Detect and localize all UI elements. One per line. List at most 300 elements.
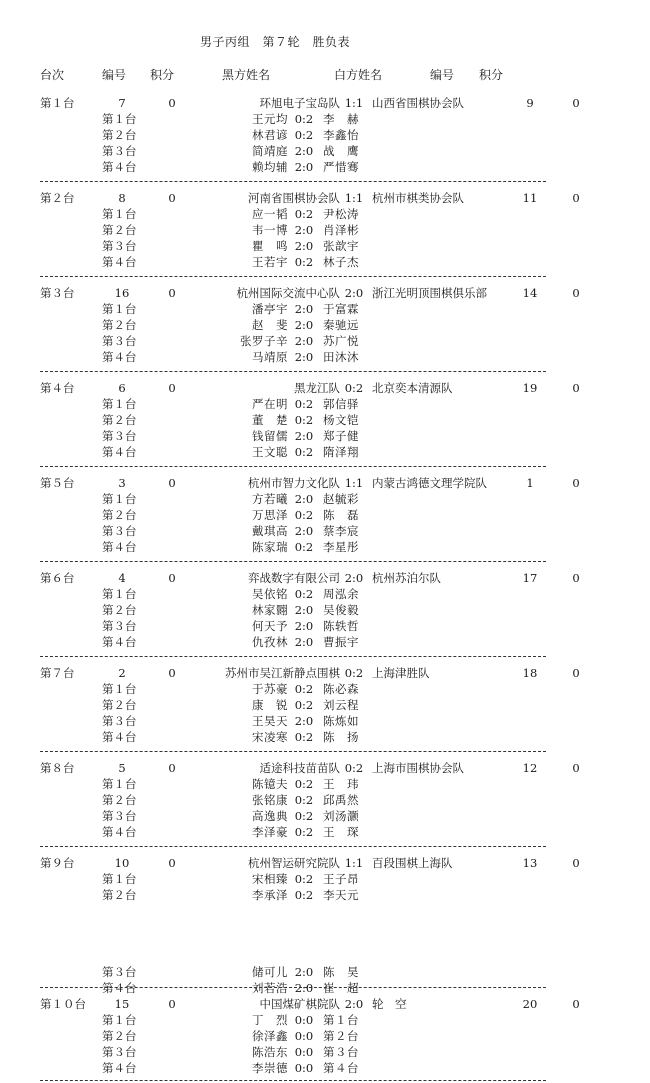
board-label: 第３台 xyxy=(40,286,75,300)
sub-board-label: 第３台 xyxy=(102,334,137,348)
game-result: 0:0 xyxy=(294,1045,314,1059)
white-team-name: 杭州市棋类协会队 xyxy=(372,191,464,205)
black-team-number: 16 xyxy=(114,286,130,300)
game-result: 0:2 xyxy=(294,207,314,221)
white-team-number: 14 xyxy=(522,286,538,300)
game-row xyxy=(0,1028,650,1044)
game-result: 2:0 xyxy=(294,492,314,506)
game-result: 2:0 xyxy=(294,334,314,348)
black-team-score: 0 xyxy=(168,191,176,205)
black-player-name: 林家翾 xyxy=(252,603,288,617)
black-player-name: 瞿 鸣 xyxy=(252,239,288,253)
separator-line xyxy=(40,987,546,988)
white-player-name: 苏广悦 xyxy=(323,334,359,348)
black-player-name: 赵 斐 xyxy=(252,318,288,332)
header-score: 积分 xyxy=(150,68,175,82)
black-team-name: 环旭电子宝岛队 xyxy=(259,96,340,110)
sub-board-label: 第１台 xyxy=(102,682,137,696)
white-player-name: 隋泽翔 xyxy=(323,445,359,459)
game-row xyxy=(0,1044,650,1060)
game-row xyxy=(0,539,650,555)
sub-board-label: 第４台 xyxy=(102,255,137,269)
black-team-number: 6 xyxy=(118,381,126,395)
sub-board-label: 第２台 xyxy=(102,888,137,902)
white-player-name: 陈 磊 xyxy=(323,508,359,522)
game-result: 0:2 xyxy=(294,872,314,886)
game-result: 0:2 xyxy=(294,730,314,744)
black-team-name: 杭州国际交流中心队 xyxy=(236,286,340,300)
board-label: 第９台 xyxy=(40,856,75,870)
sub-board-label: 第４台 xyxy=(102,730,137,744)
sub-board-label: 第１台 xyxy=(102,587,137,601)
white-team-score: 0 xyxy=(572,856,580,870)
sub-board-label: 第４台 xyxy=(102,981,137,995)
black-team-number: 15 xyxy=(114,997,130,1011)
board-label: 第８台 xyxy=(40,761,75,775)
game-result: 0:2 xyxy=(294,413,314,427)
black-player-name: 于苏豪 xyxy=(252,682,288,696)
sub-board-label: 第２台 xyxy=(102,508,137,522)
board-label: 第５台 xyxy=(40,476,75,490)
board-label: 第２台 xyxy=(40,191,75,205)
game-result: 0:2 xyxy=(294,397,314,411)
sub-board-label: 第３台 xyxy=(102,429,137,443)
game-result: 2:0 xyxy=(294,635,314,649)
game-result: 0:2 xyxy=(294,682,314,696)
black-player-name: 陈镱夫 xyxy=(252,777,288,791)
game-result: 0:2 xyxy=(294,255,314,269)
game-row xyxy=(0,428,650,444)
white-player-name: 林子杰 xyxy=(323,255,359,269)
black-team-score: 0 xyxy=(168,997,176,1011)
white-team-name: 山西省围棋协会队 xyxy=(372,96,464,110)
game-result: 0:0 xyxy=(294,1061,314,1075)
sub-board-label: 第４台 xyxy=(102,825,137,839)
game-row xyxy=(0,301,650,317)
black-player-name: 张铭康 xyxy=(252,793,288,807)
game-result: 0:2 xyxy=(294,825,314,839)
game-row xyxy=(0,507,650,523)
sub-board-label: 第４台 xyxy=(102,635,137,649)
team-match-result: 0:2 xyxy=(344,381,364,395)
white-player-name: 陈炼如 xyxy=(323,714,359,728)
separator-line xyxy=(40,371,546,372)
black-player-name: 储可儿 xyxy=(252,965,288,979)
sub-board-label: 第３台 xyxy=(102,714,137,728)
game-row xyxy=(0,1012,650,1028)
game-row xyxy=(0,444,650,460)
team-match-row xyxy=(0,190,650,206)
game-result: 2:0 xyxy=(294,429,314,443)
black-team-name: 苏州市吴江新静点围棋 xyxy=(225,666,340,680)
white-team-name: 轮 空 xyxy=(372,997,407,1011)
header-board: 台次 xyxy=(40,68,65,82)
black-team-score: 0 xyxy=(168,286,176,300)
white-player-name: 严惜骞 xyxy=(323,160,359,174)
game-row xyxy=(0,634,650,650)
white-player-name: 蔡李宸 xyxy=(323,524,359,538)
game-row xyxy=(0,697,650,713)
white-team-score: 0 xyxy=(572,381,580,395)
black-player-name: 林君谚 xyxy=(252,128,288,142)
white-team-number: 20 xyxy=(522,997,538,1011)
black-player-name: 陈浩东 xyxy=(252,1045,288,1059)
black-player-name: 宋凌寒 xyxy=(252,730,288,744)
game-row xyxy=(0,792,650,808)
white-player-name: 陈 昊 xyxy=(323,965,359,979)
black-player-name: 钱留儒 xyxy=(252,429,288,443)
game-result: 2:0 xyxy=(294,714,314,728)
team-match-result: 2:0 xyxy=(344,997,364,1011)
black-player-name: 何天予 xyxy=(252,619,288,633)
black-player-name: 简靖庭 xyxy=(252,144,288,158)
game-result: 0:2 xyxy=(294,809,314,823)
team-match-result: 0:2 xyxy=(344,666,364,680)
black-team-score: 0 xyxy=(168,381,176,395)
black-team-score: 0 xyxy=(168,666,176,680)
sub-board-label: 第４台 xyxy=(102,1061,137,1075)
header-white-number: 编号 xyxy=(430,68,455,82)
black-player-name: 应一韬 xyxy=(252,207,288,221)
separator-line xyxy=(40,181,546,182)
black-player-name: 王文聪 xyxy=(252,445,288,459)
white-team-number: 19 xyxy=(522,381,538,395)
team-match-result: 1:1 xyxy=(344,191,364,205)
white-team-score: 0 xyxy=(572,191,580,205)
white-team-score: 0 xyxy=(572,666,580,680)
game-row xyxy=(0,491,650,507)
white-player-name: 张歆宇 xyxy=(323,239,359,253)
game-result: 2:0 xyxy=(294,981,314,995)
game-row xyxy=(0,396,650,412)
game-result: 2:0 xyxy=(294,603,314,617)
team-match-row xyxy=(0,95,650,111)
white-player-name: 第１台 xyxy=(323,1013,359,1027)
black-player-name: 李承泽 xyxy=(252,888,288,902)
white-team-name: 北京奕本清源队 xyxy=(372,381,453,395)
separator-line xyxy=(40,751,546,752)
black-player-name: 丁 烈 xyxy=(252,1013,288,1027)
black-player-name: 王元均 xyxy=(252,112,288,126)
black-player-name: 康 锐 xyxy=(252,698,288,712)
sub-board-label: 第３台 xyxy=(102,144,137,158)
game-row xyxy=(0,887,650,903)
game-row xyxy=(0,681,650,697)
game-row xyxy=(0,808,650,824)
team-match-row xyxy=(0,665,650,681)
sub-board-label: 第２台 xyxy=(102,318,137,332)
separator-line xyxy=(40,846,546,847)
black-team-name: 适途科技苗苗队 xyxy=(259,761,340,775)
white-player-name: 陈 扬 xyxy=(323,730,359,744)
black-team-score: 0 xyxy=(168,476,176,490)
sub-board-label: 第４台 xyxy=(102,540,137,554)
black-player-name: 高逸典 xyxy=(252,809,288,823)
white-player-name: 尹松涛 xyxy=(323,207,359,221)
game-row xyxy=(0,1060,650,1076)
black-team-name: 河南省围棋协会队 xyxy=(248,191,340,205)
white-team-name: 浙江光明顶围棋俱乐部 xyxy=(372,286,487,300)
game-result: 2:0 xyxy=(294,318,314,332)
sub-board-label: 第１台 xyxy=(102,872,137,886)
game-result: 0:0 xyxy=(294,1013,314,1027)
white-player-name: 李星彤 xyxy=(323,540,359,554)
board-label: 第４台 xyxy=(40,381,75,395)
game-result: 2:0 xyxy=(294,144,314,158)
game-result: 0:2 xyxy=(294,698,314,712)
game-result: 0:2 xyxy=(294,777,314,791)
game-result: 0:2 xyxy=(294,508,314,522)
white-player-name: 郑子健 xyxy=(323,429,359,443)
sub-board-label: 第２台 xyxy=(102,698,137,712)
black-player-name: 刘若浩 xyxy=(252,981,288,995)
sub-board-label: 第３台 xyxy=(102,239,137,253)
white-team-name: 杭州苏泊尔队 xyxy=(372,571,441,585)
sub-board-label: 第３台 xyxy=(102,809,137,823)
game-row xyxy=(0,602,650,618)
game-row xyxy=(0,824,650,840)
game-row xyxy=(0,143,650,159)
game-row xyxy=(0,964,650,980)
team-match-row xyxy=(0,760,650,776)
white-player-name: 田沐沐 xyxy=(323,350,359,364)
white-player-name: 周泓余 xyxy=(323,587,359,601)
white-team-score: 0 xyxy=(572,571,580,585)
separator-line xyxy=(40,276,546,277)
white-team-number: 18 xyxy=(522,666,538,680)
black-team-name: 杭州智运研究院队 xyxy=(248,856,340,870)
black-team-number: 3 xyxy=(118,476,126,490)
white-player-name: 杨文铠 xyxy=(323,413,359,427)
game-result: 0:2 xyxy=(294,793,314,807)
team-match-result: 1:1 xyxy=(344,476,364,490)
white-team-score: 0 xyxy=(572,96,580,110)
separator-line xyxy=(40,466,546,467)
white-team-number: 9 xyxy=(526,96,534,110)
white-player-name: 第３台 xyxy=(323,1045,359,1059)
team-match-row xyxy=(0,285,650,301)
white-team-number: 17 xyxy=(522,571,538,585)
game-result: 2:0 xyxy=(294,223,314,237)
board-label: 第１台 xyxy=(40,96,75,110)
game-result: 2:0 xyxy=(294,239,314,253)
game-result: 0:0 xyxy=(294,1029,314,1043)
header-number: 编号 xyxy=(102,68,127,82)
game-row xyxy=(0,317,650,333)
game-row xyxy=(0,871,650,887)
team-match-result: 0:2 xyxy=(344,761,364,775)
white-player-name: 陈轶哲 xyxy=(323,619,359,633)
white-player-name: 于富霖 xyxy=(323,302,359,316)
header-black-name: 黑方姓名 xyxy=(222,68,271,82)
page-title: 男子丙组 第７轮 胜负表 xyxy=(200,35,351,49)
game-result: 2:0 xyxy=(294,619,314,633)
sub-board-label: 第１台 xyxy=(102,302,137,316)
team-match-row xyxy=(0,855,650,871)
sub-board-label: 第２台 xyxy=(102,1029,137,1043)
header-white-name: 白方姓名 xyxy=(334,68,383,82)
game-row xyxy=(0,523,650,539)
black-team-name: 黑龙江队 xyxy=(294,381,340,395)
black-team-number: 2 xyxy=(118,666,126,680)
sub-board-label: 第３台 xyxy=(102,1045,137,1059)
game-result: 2:0 xyxy=(294,350,314,364)
white-team-number: 1 xyxy=(526,476,534,490)
game-row xyxy=(0,349,650,365)
white-team-name: 百段围棋上海队 xyxy=(372,856,453,870)
black-player-name: 潘亭宇 xyxy=(252,302,288,316)
white-team-number: 11 xyxy=(522,191,538,205)
black-team-number: 10 xyxy=(114,856,130,870)
white-team-score: 0 xyxy=(572,761,580,775)
sub-board-label: 第２台 xyxy=(102,128,137,142)
black-player-name: 王若宇 xyxy=(252,255,288,269)
black-team-number: 5 xyxy=(118,761,126,775)
game-row xyxy=(0,412,650,428)
black-player-name: 严在明 xyxy=(252,397,288,411)
black-player-name: 万思泽 xyxy=(252,508,288,522)
game-result: 2:0 xyxy=(294,524,314,538)
game-row xyxy=(0,333,650,349)
black-team-number: 7 xyxy=(118,96,126,110)
white-player-name: 刘汤灏 xyxy=(323,809,359,823)
sub-board-label: 第４台 xyxy=(102,445,137,459)
black-team-score: 0 xyxy=(168,571,176,585)
sub-board-label: 第２台 xyxy=(102,223,137,237)
black-player-name: 李崇德 xyxy=(252,1061,288,1075)
board-label: 第１０台 xyxy=(40,997,86,1011)
white-player-name: 郭信驿 xyxy=(323,397,359,411)
white-player-name: 邱禹然 xyxy=(323,793,359,807)
sub-board-label: 第４台 xyxy=(102,160,137,174)
black-team-score: 0 xyxy=(168,856,176,870)
game-row xyxy=(0,206,650,222)
white-player-name: 肖泽彬 xyxy=(323,223,359,237)
white-team-score: 0 xyxy=(572,286,580,300)
game-result: 0:2 xyxy=(294,587,314,601)
black-player-name: 马靖原 xyxy=(252,350,288,364)
game-row xyxy=(0,980,650,996)
game-row xyxy=(0,713,650,729)
black-player-name: 徐泽鑫 xyxy=(252,1029,288,1043)
sub-board-label: 第１台 xyxy=(102,492,137,506)
black-player-name: 赖均辅 xyxy=(252,160,288,174)
game-result: 2:0 xyxy=(294,302,314,316)
white-team-score: 0 xyxy=(572,997,580,1011)
separator-line xyxy=(40,656,546,657)
white-player-name: 第２台 xyxy=(323,1029,359,1043)
white-player-name: 战 鹰 xyxy=(323,144,359,158)
black-player-name: 张罗子辛 xyxy=(240,334,288,348)
white-player-name: 王 玮 xyxy=(323,777,359,791)
game-result: 0:2 xyxy=(294,128,314,142)
sub-board-label: 第１台 xyxy=(102,777,137,791)
black-player-name: 方若曦 xyxy=(252,492,288,506)
game-result: 2:0 xyxy=(294,160,314,174)
black-team-score: 0 xyxy=(168,761,176,775)
black-player-name: 仇孜林 xyxy=(252,635,288,649)
separator-line xyxy=(40,1080,546,1081)
game-row xyxy=(0,254,650,270)
white-team-name: 上海津胜队 xyxy=(372,666,430,680)
white-player-name: 刘云程 xyxy=(323,698,359,712)
game-row xyxy=(0,238,650,254)
sub-board-label: 第２台 xyxy=(102,413,137,427)
white-player-name: 李 赫 xyxy=(323,112,359,126)
sub-board-label: 第２台 xyxy=(102,603,137,617)
game-result: 0:2 xyxy=(294,888,314,902)
white-team-score: 0 xyxy=(572,476,580,490)
team-match-result: 2:0 xyxy=(344,286,364,300)
white-team-number: 12 xyxy=(522,761,538,775)
separator-line xyxy=(40,561,546,562)
white-player-name: 王子昂 xyxy=(323,872,359,886)
black-player-name: 韦一博 xyxy=(252,223,288,237)
game-row xyxy=(0,111,650,127)
sub-board-label: 第３台 xyxy=(102,965,137,979)
sub-board-label: 第３台 xyxy=(102,619,137,633)
black-team-name: 杭州市智力文化队 xyxy=(248,476,340,490)
white-player-name: 曹振宇 xyxy=(323,635,359,649)
game-row xyxy=(0,729,650,745)
sub-board-label: 第２台 xyxy=(102,793,137,807)
game-result: 2:0 xyxy=(294,965,314,979)
game-row xyxy=(0,222,650,238)
game-row xyxy=(0,127,650,143)
team-match-result: 1:1 xyxy=(344,96,364,110)
white-player-name: 赵毓彩 xyxy=(323,492,359,506)
white-player-name: 李天元 xyxy=(323,888,359,902)
team-match-row xyxy=(0,475,650,491)
team-match-result: 1:1 xyxy=(344,856,364,870)
sub-board-label: 第１台 xyxy=(102,207,137,221)
black-player-name: 戴琪高 xyxy=(252,524,288,538)
team-match-result: 2:0 xyxy=(344,571,364,585)
white-player-name: 第４台 xyxy=(323,1061,359,1075)
game-result: 0:2 xyxy=(294,445,314,459)
white-team-number: 13 xyxy=(522,856,538,870)
white-team-name: 内蒙古鸿德文理学院队 xyxy=(372,476,487,490)
sub-board-label: 第４台 xyxy=(102,350,137,364)
black-team-name: 弈战数字有限公司 xyxy=(248,571,340,585)
sub-board-label: 第１台 xyxy=(102,1013,137,1027)
black-player-name: 王昊天 xyxy=(252,714,288,728)
white-player-name: 陈必森 xyxy=(323,682,359,696)
game-row xyxy=(0,586,650,602)
black-player-name: 宋相臻 xyxy=(252,872,288,886)
team-match-row xyxy=(0,570,650,586)
game-result: 0:2 xyxy=(294,540,314,554)
game-row xyxy=(0,159,650,175)
white-player-name: 秦驰远 xyxy=(323,318,359,332)
team-match-row xyxy=(0,996,650,1012)
black-player-name: 吴依铭 xyxy=(252,587,288,601)
white-player-name: 王 琛 xyxy=(323,825,359,839)
game-row xyxy=(0,618,650,634)
black-team-name: 中国煤矿棋院队 xyxy=(259,997,340,1011)
black-player-name: 李泽豪 xyxy=(252,825,288,839)
sub-board-label: 第１台 xyxy=(102,112,137,126)
black-player-name: 董 楚 xyxy=(252,413,288,427)
black-team-number: 8 xyxy=(118,191,126,205)
white-player-name: 吴俊毅 xyxy=(323,603,359,617)
team-match-row xyxy=(0,380,650,396)
game-row xyxy=(0,776,650,792)
sub-board-label: 第１台 xyxy=(102,397,137,411)
board-label: 第６台 xyxy=(40,571,75,585)
white-player-name: 李鑫怡 xyxy=(323,128,359,142)
white-player-name: 崔 超 xyxy=(323,981,359,995)
